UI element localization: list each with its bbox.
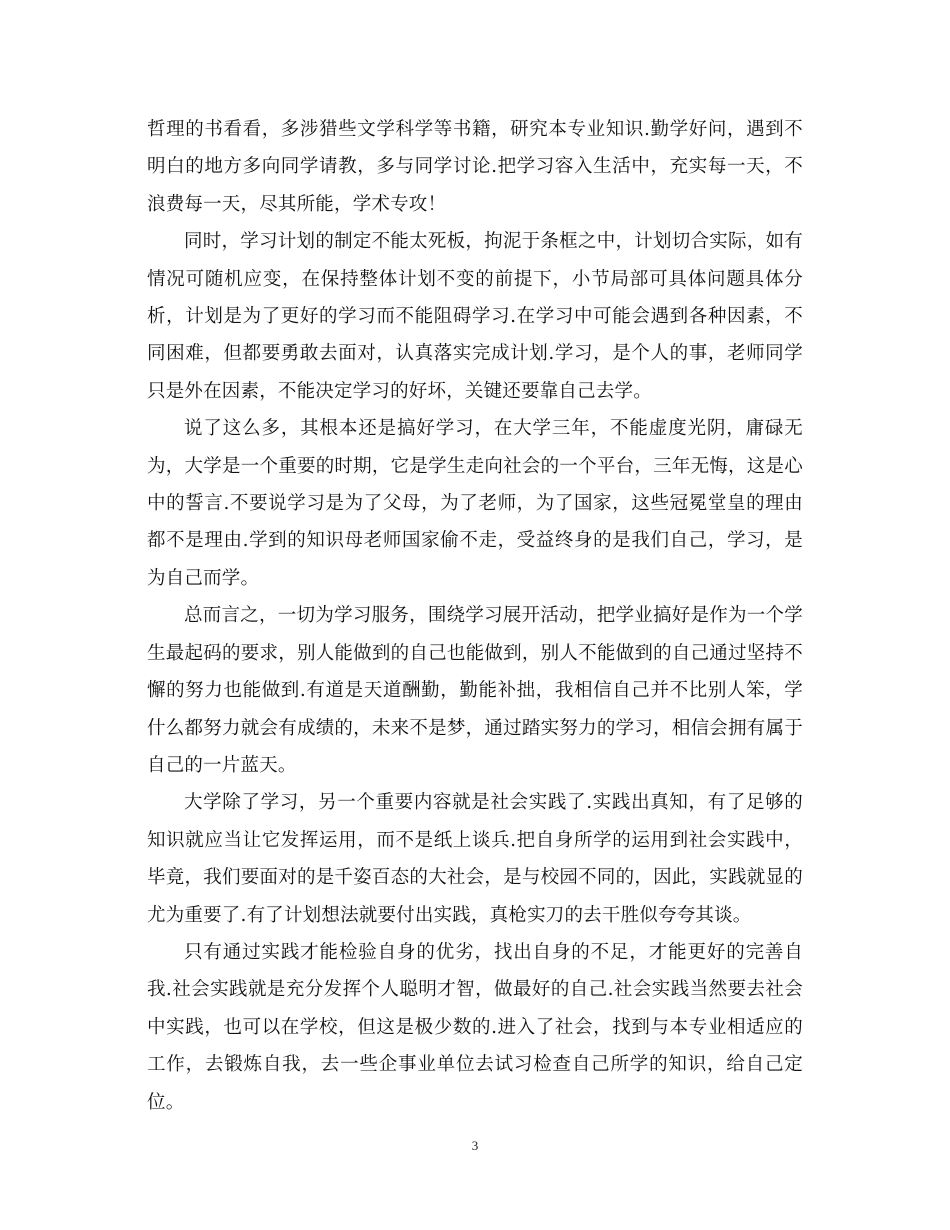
paragraph-5: 大学除了学习，另一个重要内容就是社会实践了.实践出真知，有了足够的知识就应当让它发挥运用，而不是纸上谈兵.把自身所学的运用到社会实践中，毕竟，我们要面对的是千姿百态的大社会，是与校园不同的，因此，实践就显的尤为重要了.有了计划想法就要付出实践，真枪实刀的去干胜似夸夸其谈。 [147, 792, 803, 926]
document-body [147, 111, 803, 1121]
paragraph-3: 说了这么多，其根本还是搞好学习，在大学三年，不能虚度光阴，庸碌无为，大学是一个重要的时期，它是学生走向社会的一个平台，三年无悔，这是心中的誓言.不要说学习是为了父母，为了老师，为了国家，这些冠冕堂皇的理由都不是理由.学到的知识母老师国家偷不走，受益终身的是我们自己，学习，是为自己而学。 [147, 418, 803, 589]
page-number: 3 [471, 1138, 479, 1153]
paragraph-6: 只有通过实践才能检验自身的优劣，找出自身的不足，才能更好的完善自我.社会实践就是充分发挥个人聪明才智，做最好的自己.社会实践当然要去社会中实践，也可以在学校，但这是极少数的.进入了社会，找到与本专业相适应的工作，去锻炼自我，去一些企事业单位去试习检查自己所学的知识，给自己定位。 [147, 941, 803, 1113]
paragraph-2: 同时，学习计划的制定不能太死板，拘泥于条框之中，计划切合实际，如有情况可随机应变，在保持整体计划不变的前提下，小节局部可具体问题具体分析，计划是为了更好的学习而不能阻碍学习.在学习中可能会遇到各种因素，不同困难，但都要勇敢去面对，认真落实完成计划.学习，是个人的事，老师同学只是外在因素，不能决定学习的好坏，关键还要靠自己去学。 [147, 231, 803, 402]
paragraph-1: 哲理的书看看，多涉猎些文学科学等书籍，研究本专业知识.勤学好问，遇到不明白的地方多向同学请教，多与同学讨论.把学习容入生活中，充实每一天，不浪费每一天，尽其所能，学术专攻！ [147, 119, 803, 215]
paragraph-4: 总而言之，一切为学习服务，围绕学习展开活动，把学业搞好是作为一个学生最起码的要求，别人能做到的自己也能做到，别人不能做到的自己通过坚持不懈的努力也能做到.有道是天道酬勤，勤能补拙，我相信自己并不比别人笨，学什么都努力就会有成绩的，未来不是梦，通过踏实努力的学习，相信会拥有属于自己的一片蓝天。 [147, 605, 803, 776]
